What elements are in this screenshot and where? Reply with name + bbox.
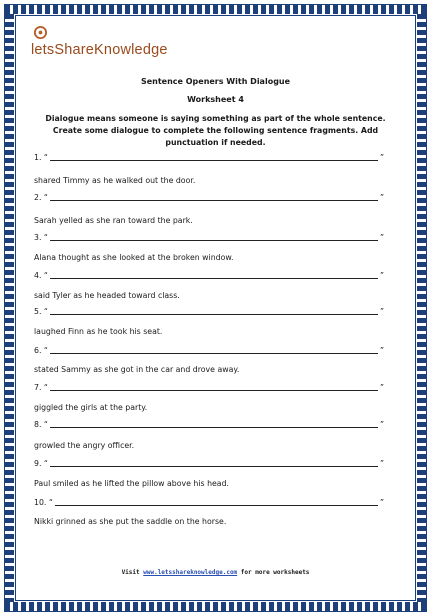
footer-website-link[interactable]: www.letsshareknowledge.com bbox=[143, 569, 238, 576]
question-number: 7. “ bbox=[34, 383, 48, 392]
answer-blank[interactable] bbox=[55, 504, 378, 506]
worksheet-number: Worksheet 4 bbox=[187, 95, 244, 104]
instructions: Dialogue means someone is saying something as part of the whole sentence. Create some dialogue to complete the following sentence fragments. Add punctuation if needed. bbox=[45, 114, 386, 147]
question-number: 3. “ bbox=[34, 233, 48, 242]
question-2-sentence: Sarah yelled as she ran toward the park. bbox=[34, 216, 193, 225]
closing-quote: ” bbox=[379, 153, 384, 162]
question-5-sentence: laughed Finn as he took his seat. bbox=[34, 327, 163, 336]
question-3-line[interactable] bbox=[34, 231, 384, 243]
question-2-line[interactable] bbox=[34, 191, 384, 203]
answer-blank[interactable] bbox=[50, 277, 378, 279]
question-10-line[interactable] bbox=[34, 496, 384, 508]
closing-quote: ” bbox=[379, 346, 384, 355]
question-1-line[interactable] bbox=[34, 151, 384, 163]
closing-quote: ” bbox=[379, 383, 384, 392]
answer-blank[interactable] bbox=[50, 465, 378, 467]
footer-prefix: Visit bbox=[121, 569, 144, 576]
page-footer bbox=[0, 569, 431, 576]
closing-quote: ” bbox=[379, 271, 384, 280]
question-9-line[interactable] bbox=[34, 457, 384, 469]
closing-quote: ” bbox=[379, 233, 384, 242]
question-number: 5. “ bbox=[34, 307, 48, 316]
question-4-line[interactable] bbox=[34, 269, 384, 281]
answer-blank[interactable] bbox=[50, 313, 378, 315]
question-number: 2. “ bbox=[34, 193, 48, 202]
question-7-line[interactable] bbox=[34, 381, 384, 393]
question-9-sentence: Paul smiled as he lifted the pillow above his head. bbox=[34, 479, 230, 488]
question-8-sentence: growled the angry officer. bbox=[34, 441, 135, 450]
question-number: 9. “ bbox=[34, 459, 48, 468]
question-4-sentence: said Tyler as he headed toward class. bbox=[34, 291, 180, 300]
answer-blank[interactable] bbox=[50, 199, 378, 201]
question-number: 4. “ bbox=[34, 271, 48, 280]
question-1-sentence: shared Timmy as he walked out the door. bbox=[34, 176, 196, 185]
closing-quote: ” bbox=[379, 193, 384, 202]
question-number: 8. “ bbox=[34, 420, 48, 429]
site-logo bbox=[31, 32, 168, 58]
closing-quote: ” bbox=[379, 459, 384, 468]
question-6-sentence: stated Sammy as she got in the car and drove away. bbox=[34, 365, 240, 374]
question-number: 10. “ bbox=[34, 498, 53, 507]
question-5-line[interactable] bbox=[34, 305, 384, 317]
answer-blank[interactable] bbox=[50, 389, 378, 391]
answer-blank[interactable] bbox=[50, 159, 378, 161]
answer-blank[interactable] bbox=[50, 426, 378, 428]
question-number: 1. “ bbox=[34, 153, 48, 162]
closing-quote: ” bbox=[379, 420, 384, 429]
question-6-line[interactable] bbox=[34, 344, 384, 356]
answer-blank[interactable] bbox=[50, 352, 378, 354]
closing-quote: ” bbox=[379, 307, 384, 316]
logo-text: letsShareKnowledge bbox=[31, 42, 168, 58]
question-3-sentence: Alana thought as she looked at the broken window. bbox=[34, 253, 234, 262]
answer-blank[interactable] bbox=[50, 239, 378, 241]
worksheet-title: Sentence Openers With Dialogue bbox=[140, 77, 291, 86]
question-number: 6. “ bbox=[34, 346, 48, 355]
question-7-sentence: giggled the girls at the party. bbox=[34, 403, 148, 412]
question-8-line[interactable] bbox=[34, 418, 384, 430]
question-10-sentence: Nikki grinned as she put the saddle on the horse. bbox=[34, 517, 227, 526]
footer-suffix: for more worksheets bbox=[237, 569, 310, 576]
closing-quote: ” bbox=[379, 498, 384, 507]
